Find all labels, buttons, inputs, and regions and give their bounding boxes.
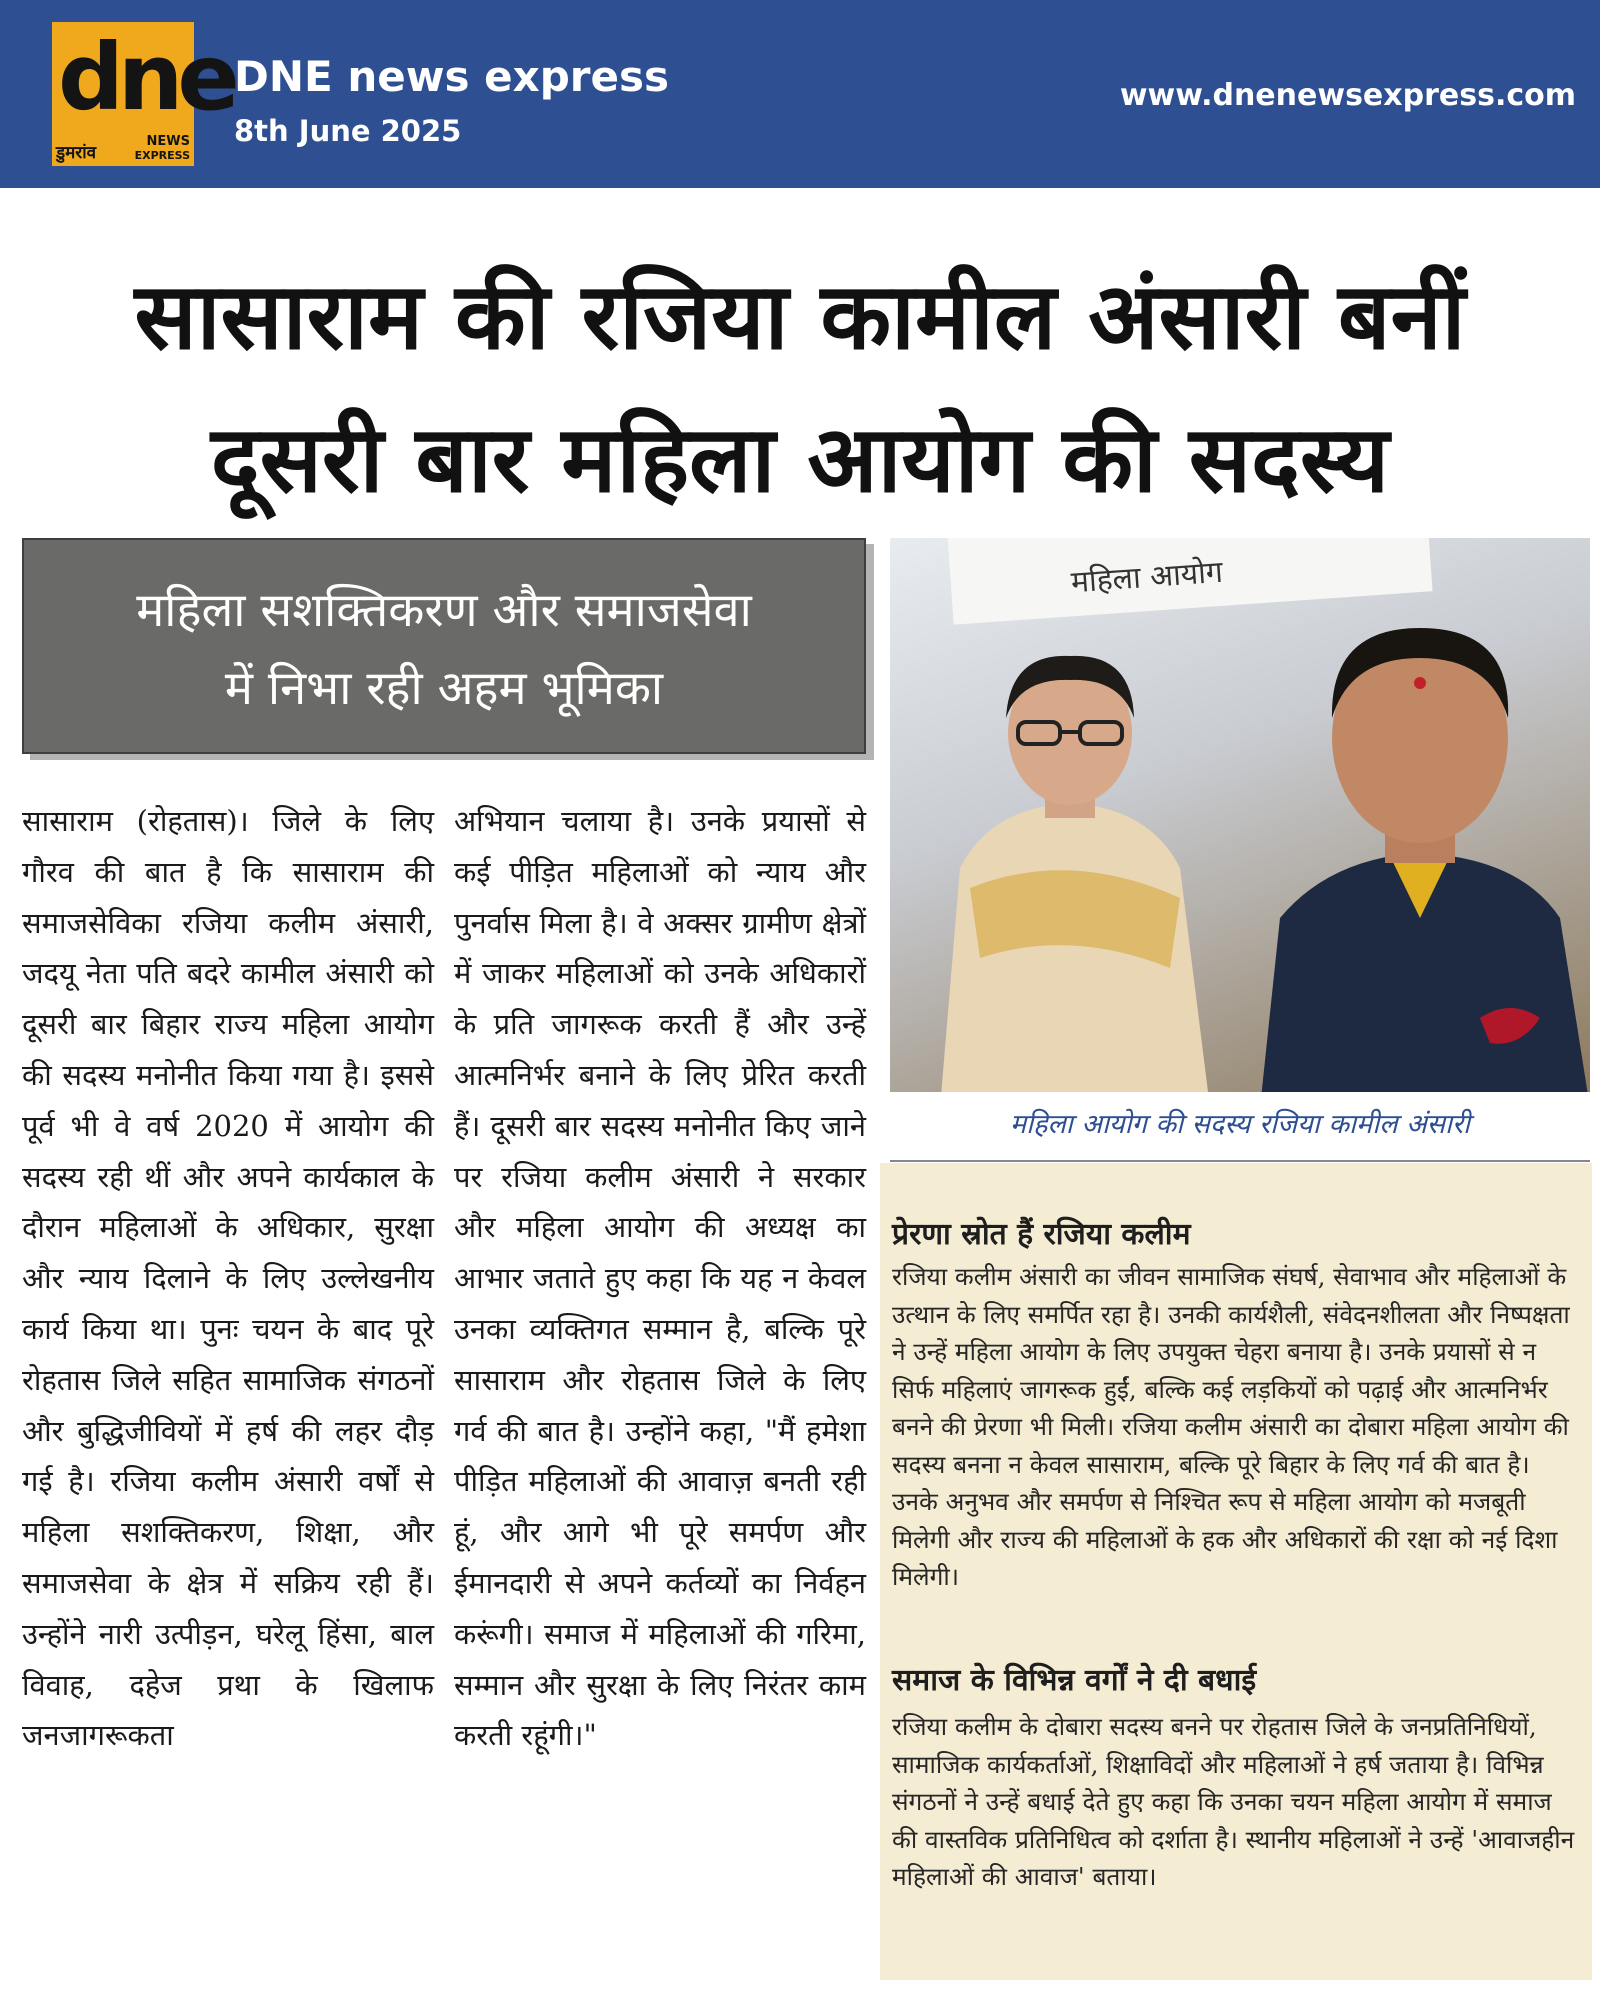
logo-hindi-text: डुमरांव	[56, 143, 97, 163]
headline-line-1: सासाराम की रजिया कामील अंसारी बनीं	[134, 263, 1466, 370]
sidebar-title-congratulations: समाज के विभिन्न वर्गों ने दी बधाई	[892, 1663, 1257, 1698]
logo-express-text: EXPRESS	[134, 149, 190, 162]
page-headline	[0, 245, 1600, 531]
dne-logo[interactable]	[52, 22, 234, 166]
sidebar-text-inspiration: रजिया कलीम अंसारी का जीवन सामाजिक संघर्ष, सेवाभाव और महिलाओं के उत्थान के लिए समर्पित रहा है। उनकी कार्यशैली, संवेदनशीलता और निष्पक्षता ने उन्हें महिला आयोग के लिए उपयुक्त चेहरा बनाया है। उनके प्रयासों से न सिर्फ महिलाएं जागरूक हुईं, बल्कि कई लड़कियों को पढ़ाई और आत्मनिर्भर बनने की प्रेरणा भी मिली। रजिया कलीम अंसारी का दोबारा महिला आयोग की सदस्य बनना न केवल सासाराम, बल्कि पूरे बिहार के लिए गर्व की बात है। उनके अनुभव और समर्पण से निश्चित रूप से महिला आयोग को मजबूती मिलेगी और राज्य की महिलाओं के हक और अधिकारों की रक्षा को नई दिशा मिलेगी।	[892, 1262, 1570, 1591]
sidebar-title-inspiration: प्रेरणा स्रोत हैं रजिया कलीम	[892, 1217, 1191, 1252]
article-column-1: सासाराम (रोहतास)। जिले के लिए गौरव की बात है कि सासाराम की समाजसेविका रजिया कलीम अंसारी, जदयू नेता पति बदरे कामील अंसारी को दूसरी बार बिहार राज्य महिला आयोग की सदस्य मनोनीत किया गया है। इससे पूर्व भी वे वर्ष 2020 में आयोग की सदस्य रही थीं और अपने कार्यकाल के दौरान महिलाओं के अधिकार, सुरक्षा और न्याय दिलाने के लिए उल्लेखनीय कार्य किया था। पुनः चयन के बाद पूरे रोहतास जिले सहित सामाजिक संगठनों और बुद्धिजीवियों में हर्ष की लहर दौड़ गई है। रजिया कलीम अंसारी वर्षों से महिला सशक्तिकरण, शिक्षा, और समाजसेवा के क्षेत्र में सक्रिय रही हैं। उन्होंने नारी उत्पीड़न, घरेलू हिंसा, बाल विवाह, दहेज प्रथा के खिलाफ जनजागरूकता	[22, 804, 434, 1753]
subheading-line-2: में निभा रही अहम भूमिका	[224, 661, 664, 716]
caption-divider	[890, 1160, 1590, 1162]
masthead	[0, 0, 1600, 188]
article-photo	[890, 538, 1590, 1092]
banner-text: महिला आयोग	[1069, 554, 1224, 601]
subheading-line-1: महिला सशक्तिकरण और समाजसेवा	[136, 583, 752, 638]
brand-name: DNE news express	[234, 52, 669, 101]
headline-line-2: दूसरी बार महिला आयोग की सदस्य	[210, 406, 1390, 513]
subheading	[24, 572, 864, 728]
sidebar-text-congratulations: रजिया कलीम के दोबारा सदस्य बनने पर रोहतास जिले के जनप्रतिनिधियों, सामाजिक कार्यकर्ताओं, शिक्षाविदों और महिलाओं ने हर्ष जताया है। विभिन्न संगठनों ने उन्हें बधाई देते हुए कहा कि उनका चयन महिला आयोग में समाज की वास्तविक प्रतिनिधित्व को दर्शाता है। स्थानीय महिलाओं ने उन्हें 'आवाजहीन महिलाओं की आवाज' बताया।	[892, 1712, 1575, 1891]
subheading-box	[22, 538, 866, 754]
logo-wordmark: dne	[58, 24, 234, 131]
logo-news-text: NEWS	[146, 134, 190, 149]
publish-date: 8th June 2025	[234, 114, 462, 148]
website-url[interactable]: www.dnenewsexpress.com	[1119, 78, 1576, 113]
photo-caption: महिला आयोग की सदस्य रजिया कामील अंसारी	[1009, 1109, 1470, 1140]
article-column-2: अभियान चलाया है। उनके प्रयासों से कई पीड़ित महिलाओं को न्याय और पुनर्वास मिला है। वे अक्सर ग्रामीण क्षेत्रों में जाकर महिलाओं को उनके अधिकारों के प्रति जागरूक करती हैं और उन्हें आत्मनिर्भर बनाने के लिए प्रेरित करती हैं। दूसरी बार सदस्य मनोनीत किए जाने पर रजिया कलीम अंसारी ने सरकार और महिला आयोग की अध्यक्ष का आभार जताते हुए कहा कि यह न केवल उनका व्यक्तिगत सम्मान है, बल्कि पूरे सासाराम और रोहतास जिले के लिए गर्व की बात है। उन्होंने कहा, "मैं हमेशा पीड़ित महिलाओं की आवाज़ बनती रही हूं, और आगे भी पूरे समर्पण और ईमानदारी से अपने कर्तव्यों का निर्वहन करूंगी। समाज में महिलाओं की गरिमा, सम्मान और सुरक्षा के लिए निरंतर काम करती रहूंगी।"	[454, 804, 866, 1753]
woman-figure	[920, 638, 1220, 1092]
man-figure	[1250, 588, 1590, 1092]
